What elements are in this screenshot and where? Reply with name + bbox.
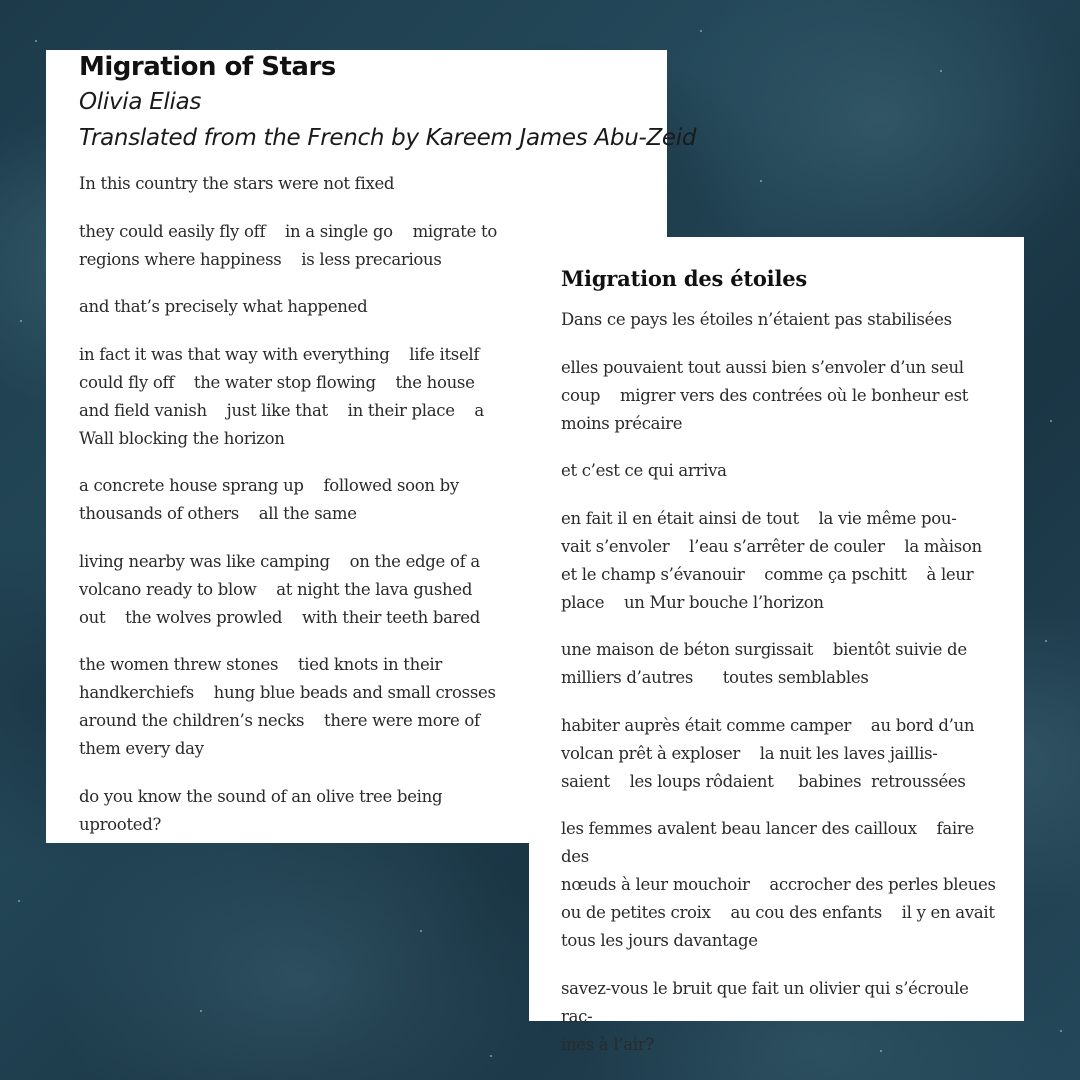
- french-stanza: en fait il en était ainsi de tout la vie même pou- vait s’envoler l’eau s’arrêter de couler la màison et le champ s’évanouir comme ça pschitt à leur place un Mur bouche l’horizon: [561, 508, 982, 612]
- star: [1060, 1030, 1062, 1032]
- french-title: Migration des étoiles: [561, 266, 808, 291]
- star: [35, 40, 37, 42]
- author-name: Olivia Elias: [79, 89, 202, 115]
- english-stanza: living nearby was like camping on the edge of a volcano ready to blow at night the lava gushed out the wolves prowled with their teeth bared: [79, 551, 480, 627]
- translator-credit: Translated from the French by Kareem James Abu-Zeid: [79, 125, 697, 151]
- english-stanza: the women threw stones tied knots in their handkerchiefs hung blue beads and small crosses around the children’s necks there were more of them every day: [79, 655, 496, 758]
- english-stanza: in fact it was that way with everything life itself could fly off the water stop flowing the house and field vanish just like that in their place a Wall blocking the horizon: [79, 344, 484, 448]
- english-title: Migration of Stars: [79, 52, 336, 82]
- star: [18, 900, 20, 902]
- english-stanza: do you know the sound of an olive tree being uprooted?: [79, 786, 443, 834]
- star: [1045, 640, 1047, 642]
- french-stanza: et c’est ce qui arriva: [561, 461, 727, 480]
- star: [490, 1055, 492, 1057]
- english-stanza: a concrete house sprang up followed soon by thousands of others all the same: [79, 476, 459, 523]
- star: [1050, 420, 1052, 422]
- french-stanza: Dans ce pays les étoiles n’étaient pas stabilisées: [561, 310, 952, 329]
- french-poem-card: [529, 237, 1024, 1054]
- english-stanza: they could easily fly off in a single go migrate to regions where happiness is less precarious: [79, 221, 497, 269]
- star: [760, 180, 762, 182]
- star: [20, 320, 22, 322]
- french-stanza: une maison de béton surgissait bientôt suivie de milliers d’autres toutes semblables: [561, 640, 967, 687]
- star: [200, 1010, 202, 1012]
- french-stanza: habiter auprès était comme camper au bord d’un volcan prêt à exploser la nuit les laves jaillis- saient les loups rôdaient babines retroussées: [561, 715, 975, 791]
- star: [700, 30, 702, 32]
- french-stanza: les femmes avalent beau lancer des cailloux faire des nœuds à leur mouchoir accrocher des perles bleues ou de petites croix au cou des enfants il y en avait tous les jours davantage: [561, 819, 996, 950]
- french-stanza: elles pouvaient tout aussi bien s’envoler d’un seul coup migrer vers des contrées où le bonheur est moins précaire: [561, 357, 969, 433]
- star: [420, 930, 422, 932]
- french-poem-body: [561, 306, 1004, 1059]
- english-stanza: In this country the stars were not fixed: [79, 174, 395, 193]
- english-stanza: and that’s precisely what happened: [79, 297, 368, 316]
- star: [940, 70, 942, 72]
- french-stanza: savez-vous le bruit que fait un olivier qui s’écroule rac- ines à l’air?: [561, 978, 969, 1054]
